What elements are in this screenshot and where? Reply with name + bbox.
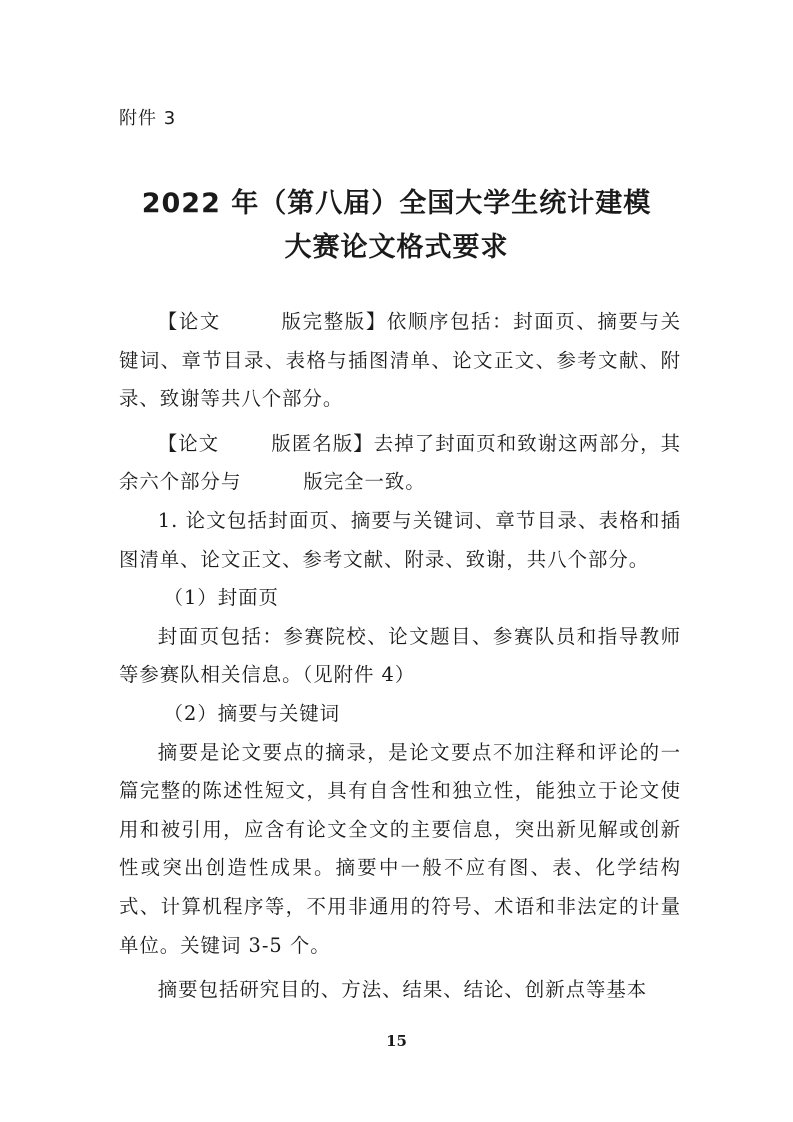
paragraph-item-1: 1. 论文包括封面页、摘要与关键词、章节目录、表格和插图清单、论文正文、参考文献、附录、致谢，共八个部分。 (119, 508, 681, 571)
full-version-label: 【论文 (157, 310, 221, 333)
document-title-line-2: 大赛论文格式要求 (284, 232, 509, 263)
document-body (119, 303, 681, 1010)
attachment-label: 附件 3 (119, 108, 177, 129)
anon-version-label: 【论文 (157, 431, 220, 455)
paragraph-cover-page: 封面页包括：参赛院校、论文题目、参赛队员和指导教师等参赛队相关信息。（见附件 4） (119, 624, 681, 687)
paragraph-abstract-contents: 摘要包括研究目的、方法、结果、结论、创新点等基本 (157, 978, 648, 1002)
paragraph-abstract: 摘要是论文要点的摘录，是论文要点不加注释和评论的一篇完整的陈述性短文，具有自含性和独立性，能独立于论文使用和被引用，应含有论文全文的主要信息，突出新见解或创新性或突出创造性成果。摘要中一般不应有图、表、化学结构式、计算机程序等，不用非通用的符号、术语和非法定的计量单位。关键词 3-5 个。 (119, 740, 681, 957)
paragraph-full-version (119, 303, 681, 419)
anon-version-tail: 版完全一致。 (303, 470, 426, 494)
subheading-abstract-keywords: （2）摘要与关键词 (163, 701, 341, 725)
paragraph-anon-version (119, 425, 681, 502)
page-number: 15 (386, 1032, 407, 1050)
anon-version-text: 版匿名版】去掉了封面页和致谢这两部分，其余六个部分与 (119, 431, 682, 494)
document-title-line-1: 2022 年（第八届）全国大学生统计建模 (141, 188, 652, 219)
subheading-cover-page: （1）封面页 (163, 586, 279, 610)
full-version-text: 版完整版】依顺序包括：封面页、摘要与关键词、章节目录、表格与插图清单、论文正文、参考文献、附录、致谢等共八个部分。 (119, 310, 682, 411)
